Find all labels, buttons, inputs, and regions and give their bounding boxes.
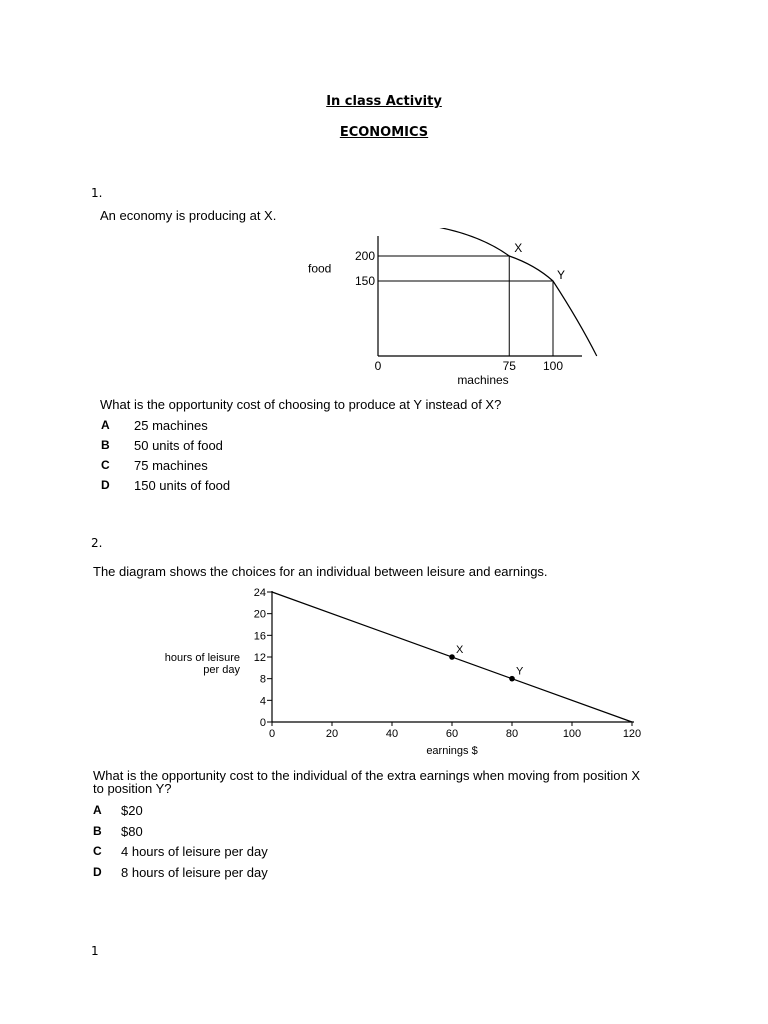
y-tick-label: 12	[253, 652, 266, 664]
y-tick-label: 16	[253, 630, 266, 643]
question-1-text: What is the opportunity cost of choosing to produce at Y instead of X?	[100, 397, 502, 412]
ppf-chart	[290, 228, 600, 393]
q2-option-d-text: 8 hours of leisure per day	[121, 864, 268, 880]
y-tick-label: 20	[253, 608, 266, 621]
y-tick-label: 200	[354, 249, 375, 263]
question-2-number: 2.	[91, 536, 103, 550]
question-1-intro: An economy is producing at X.	[100, 208, 277, 223]
point-label-y: Y	[557, 268, 566, 282]
page-number: 1	[91, 944, 99, 958]
y-tick-label: 8	[259, 673, 266, 686]
q2-option-a-letter: A	[93, 803, 102, 817]
y-axis-label-line1: hours of leisure	[164, 652, 240, 664]
q1-option-c-text: 75 machines	[134, 458, 208, 473]
x-tick-label: 100	[542, 359, 564, 373]
q1-option-b-text: 50 units of food	[134, 438, 223, 453]
q1-option-a-text: 25 machines	[134, 418, 208, 433]
question-2-intro: The diagram shows the choices for an individual between leisure and earnings.	[93, 564, 548, 579]
ppf-curve	[378, 228, 597, 356]
q1-option-b-letter: B	[101, 438, 110, 452]
page-subtitle: ECONOMICS	[339, 125, 429, 140]
page-title: In class Activity	[326, 94, 442, 109]
y-tick-label: 24	[253, 587, 266, 599]
point-y	[509, 676, 515, 682]
x-tick-label: 75	[502, 359, 516, 373]
x-tick-label: 80	[505, 728, 519, 740]
y-axis-label-line2: per day	[203, 664, 240, 676]
x-axis-label: machines	[457, 373, 509, 387]
question-2-text-line2: to position Y?	[93, 781, 172, 796]
x-tick-label: 120	[622, 728, 642, 740]
y-axis-label: food	[308, 261, 332, 276]
x-tick-label: 60	[445, 728, 459, 740]
q2-option-a-text: $20	[121, 803, 143, 818]
q2-option-d-letter: D	[93, 864, 102, 879]
q2-option-c-text: 4 hours of leisure per day	[121, 844, 268, 859]
q1-option-c-letter: C	[101, 458, 110, 472]
x-tick-label: 100	[562, 728, 582, 740]
x-tick-label: 0	[268, 728, 276, 740]
y-tick-label: 150	[354, 274, 375, 288]
point-label-x: X	[456, 644, 464, 656]
point-label-x: X	[514, 241, 523, 255]
leisure-earnings-chart	[130, 584, 660, 764]
x-tick-label: 40	[385, 728, 399, 740]
x-tick-label: 0	[374, 359, 382, 373]
question-1-number: 1.	[91, 186, 103, 200]
y-tick-label: 4	[259, 695, 266, 708]
q1-option-d-letter: D	[101, 478, 110, 492]
point-label-y: Y	[516, 665, 524, 678]
q2-option-c-letter: C	[93, 844, 102, 858]
x-axis-label: earnings $	[426, 745, 478, 757]
q2-option-b-text: $80	[121, 823, 143, 839]
question-2-text-line1: What is the opportunity cost to the individual of the extra earnings when moving from position X	[93, 768, 641, 783]
q1-option-d-text: 150 units of food	[134, 478, 231, 493]
q2-option-b-letter: B	[93, 823, 102, 838]
point-x	[449, 654, 455, 660]
x-tick-label: 20	[325, 728, 339, 740]
y-tick-label: 0	[259, 717, 266, 729]
q1-option-a-letter: A	[101, 418, 110, 432]
